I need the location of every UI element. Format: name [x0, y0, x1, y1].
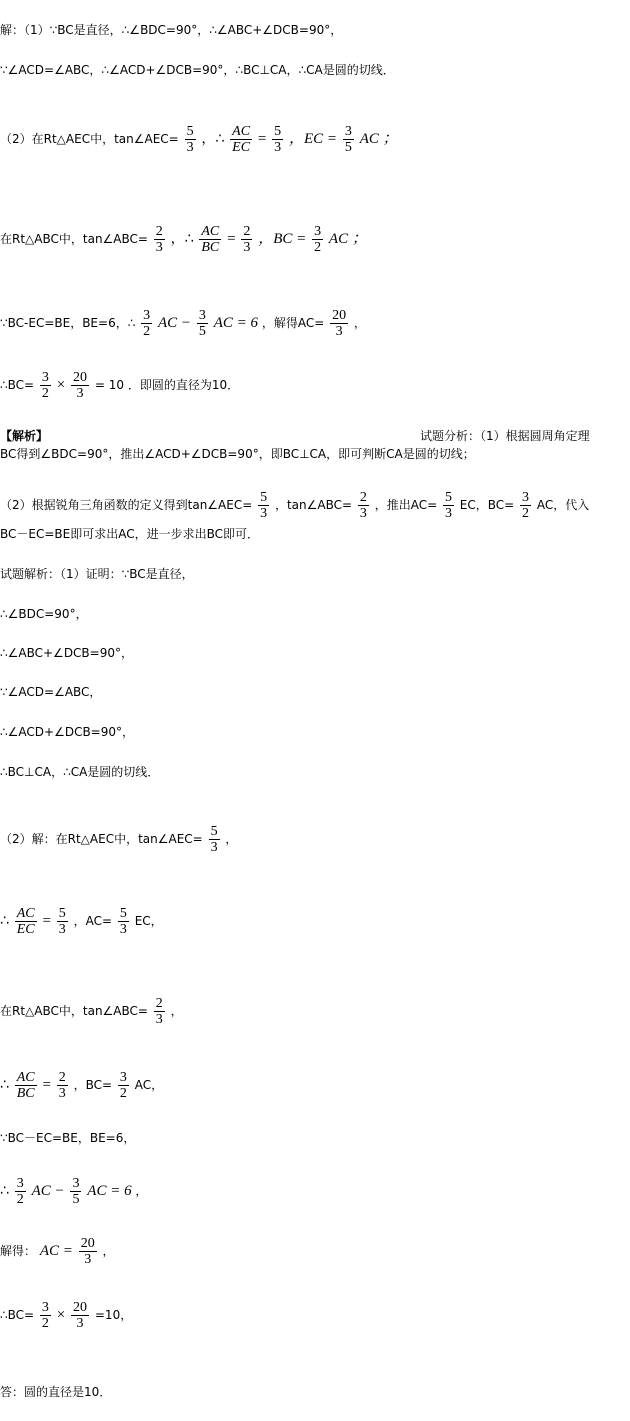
fraction [343, 124, 354, 155]
detail-line-6: ∴BC⊥CA，∴CA是圆的切线． [0, 765, 160, 779]
solution-line-3 [0, 124, 398, 155]
fraction [15, 906, 37, 937]
denominator: 3 [335, 324, 343, 339]
detail-line-15: 答：圆的直径是10． [0, 1385, 112, 1399]
denominator: BC [16, 1086, 35, 1101]
detail-text: ， [225, 832, 238, 846]
math-text: AC = [39, 1243, 73, 1259]
numerator: AC [201, 224, 220, 239]
analysis-line-1: 试题分析：（1）根据圆周角定理 [420, 429, 590, 443]
solution-text: 解：（1）∵BC是直径，∴∠BDC=90°，∴∠ABC+∠DCB=90°， [0, 23, 343, 37]
numerator: AC [16, 906, 35, 921]
solution-line-1 [0, 22, 342, 38]
solution-text: ∵∠ACD=∠ABC，∴∠ACD+∠DCB=90°，∴BC⊥CA，∴CA是圆的切线． [0, 63, 395, 77]
detail-text: =10， [94, 1308, 133, 1322]
fraction [40, 1300, 51, 1331]
fraction [199, 224, 221, 255]
fraction [70, 1176, 81, 1207]
times-sign: × [56, 377, 66, 393]
denominator: 2 [522, 506, 530, 521]
numerator: 2 [243, 224, 251, 239]
fraction [40, 370, 51, 401]
detail-line-9 [0, 996, 183, 1027]
detail-line-12 [0, 1176, 147, 1207]
solution-text: ，解得AC= [261, 316, 325, 330]
numerator: 5 [119, 906, 127, 921]
detail-line-10 [0, 1070, 163, 1101]
detail-line-1: 试题解析：（1）证明：∵BC是直径， [0, 567, 194, 581]
therefore-text: ∴ [0, 1183, 9, 1199]
numerator: 2 [359, 490, 367, 505]
solution-line-2 [0, 62, 395, 78]
fraction [15, 1070, 37, 1101]
math-text: AC ； [328, 231, 367, 247]
denominator: 5 [198, 324, 206, 339]
denominator: 3 [58, 922, 66, 937]
analysis-line-2: BC得到∠BDC=90°，推出∠ACD+∠DCB=90°，即BC⊥CA，即可判断CA是圆的切线； [0, 447, 475, 461]
fraction [141, 308, 152, 339]
detail-text: AC， [134, 1078, 164, 1092]
numerator: 5 [186, 124, 194, 139]
detail-text: 在Rt△ABC中，tan∠ABC= [0, 1004, 148, 1018]
numerator: 3 [41, 370, 49, 385]
denominator: 3 [444, 506, 452, 521]
fraction [230, 124, 252, 155]
numerator: 2 [155, 224, 163, 239]
detail-line-2: ∴∠BDC=90°， [0, 607, 88, 621]
fraction [154, 996, 165, 1027]
numerator: 2 [58, 1070, 66, 1085]
detail-line-3: ∴∠ABC+∠DCB=90°， [0, 646, 133, 660]
fraction [241, 224, 252, 255]
fraction [358, 490, 369, 521]
detail-line-11: ∵BC－EC=BE，BE=6， [0, 1131, 136, 1145]
fraction [57, 906, 68, 937]
equals-sign: = [257, 131, 267, 147]
detail-text: （2）解：在Rt△AEC中，tan∠AEC= [0, 832, 203, 846]
math-text: ，EC = [288, 131, 338, 147]
solution-line-6 [0, 370, 239, 401]
numerator: AC [16, 1070, 35, 1085]
numerator: 3 [41, 1300, 49, 1315]
solution-text: ∵BC-EC=BE，BE=6，∴ [0, 316, 136, 330]
fraction [57, 1070, 68, 1101]
numerator: 5 [274, 124, 282, 139]
denominator: 3 [76, 386, 84, 401]
solution-line-5 [0, 308, 366, 339]
numerator: 3 [314, 224, 322, 239]
detail-text: ， [102, 1244, 115, 1258]
solution-text: ∴BC= [0, 378, 35, 392]
denominator: 3 [155, 1012, 163, 1027]
analysis-text: AC，代入 [536, 498, 590, 512]
denominator: 2 [314, 240, 322, 255]
equals-sign: = [42, 913, 51, 929]
therefore-text: ∴ [0, 913, 9, 929]
solution-text: = 10 ．即圆的直径为10． [94, 378, 240, 392]
denominator: EC [16, 922, 35, 937]
numerator: 3 [72, 1176, 80, 1191]
fraction [71, 1300, 89, 1331]
math-text: AC − [158, 315, 192, 331]
solution-text: （2）在Rt△AEC中，tan∠AEC= [0, 132, 179, 146]
detail-line-5: ∴∠ACD+∠DCB=90°， [0, 725, 134, 739]
denominator: 3 [243, 240, 251, 255]
analysis-text: ，推出AC= [374, 498, 438, 512]
denominator: 3 [260, 506, 268, 521]
fraction [209, 824, 220, 855]
solution-line-4 [0, 224, 367, 255]
denominator: 2 [119, 1086, 127, 1101]
analysis-line-4: BC－EC=BE即可求出AC，进一步求出BC即可． [0, 527, 260, 541]
therefore-text: ，∴ [201, 131, 225, 147]
numerator: 20 [73, 1300, 88, 1315]
denominator: 2 [143, 324, 151, 339]
numerator: 3 [16, 1176, 24, 1191]
analysis-line-3 [0, 490, 589, 521]
denominator: 2 [41, 386, 49, 401]
math-text: AC − [31, 1183, 65, 1199]
analysis-text: EC，BC= [459, 498, 515, 512]
numerator: 3 [198, 308, 206, 323]
numerator: 3 [344, 124, 352, 139]
denominator: 3 [76, 1316, 84, 1331]
detail-line-14 [0, 1300, 132, 1331]
numerator: AC [232, 124, 251, 139]
detail-line-13 [0, 1236, 115, 1267]
detail-text: ，AC= [73, 914, 113, 928]
fraction [520, 490, 531, 521]
fraction [118, 1070, 129, 1101]
fraction [330, 308, 348, 339]
detail-text: ∴BC= [0, 1308, 35, 1322]
analysis-text: （2）根据锐角三角函数的定义得到tan∠AEC= [0, 498, 253, 512]
detail-text: 解得： [0, 1244, 37, 1258]
math-text: AC = 6 [87, 1183, 132, 1199]
detail-line-8 [0, 906, 163, 937]
detail-text: ，BC= [73, 1078, 113, 1092]
detail-text: ， [135, 1184, 148, 1198]
numerator: 20 [73, 370, 88, 385]
math-text: AC ； [359, 131, 398, 147]
denominator: 5 [72, 1192, 80, 1207]
denominator: 3 [84, 1252, 92, 1267]
fraction [185, 124, 196, 155]
detail-line-7 [0, 824, 237, 855]
analysis-text: ，tan∠ABC= [274, 498, 353, 512]
denominator: 3 [210, 840, 218, 855]
denominator: 2 [16, 1192, 24, 1207]
numerator: 3 [143, 308, 151, 323]
denominator: 3 [274, 140, 282, 155]
fraction [71, 370, 89, 401]
denominator: 3 [359, 506, 367, 521]
math-text: ，BC = [258, 231, 307, 247]
fraction [258, 490, 269, 521]
denominator: 3 [155, 240, 163, 255]
times-sign: × [56, 1307, 66, 1323]
fraction [154, 224, 165, 255]
denominator: 2 [41, 1316, 49, 1331]
numerator: 2 [155, 996, 163, 1011]
fraction [272, 124, 283, 155]
numerator: 5 [260, 490, 268, 505]
denominator: 3 [119, 922, 127, 937]
solution-text: ， [353, 316, 366, 330]
fraction [312, 224, 323, 255]
math-text: AC = 6 [213, 315, 258, 331]
therefore-text: ∴ [0, 1077, 9, 1093]
fraction [15, 1176, 26, 1207]
equals-sign: = [227, 231, 236, 247]
denominator: 5 [344, 140, 352, 155]
denominator: BC [201, 240, 220, 255]
fraction [79, 1236, 97, 1267]
numerator: 20 [332, 308, 347, 323]
detail-text: EC， [134, 914, 163, 928]
numerator: 20 [80, 1236, 95, 1251]
solution-text: 在Rt△ABC中，tan∠ABC= [0, 232, 148, 246]
detail-line-4: ∵∠ACD=∠ABC， [0, 685, 102, 699]
denominator: 3 [186, 140, 194, 155]
numerator: 3 [522, 490, 530, 505]
numerator: 5 [210, 824, 218, 839]
fraction [197, 308, 208, 339]
denominator: EC [232, 140, 251, 155]
numerator: 5 [58, 906, 66, 921]
numerator: 3 [119, 1070, 127, 1085]
fraction [443, 490, 454, 521]
fraction [118, 906, 129, 937]
denominator: 3 [58, 1086, 66, 1101]
detail-text: ， [170, 1004, 183, 1018]
numerator: 5 [444, 490, 452, 505]
equals-sign: = [42, 1077, 51, 1093]
analysis-heading: 【解析】 [0, 429, 49, 443]
therefore-text: ，∴ [170, 231, 194, 247]
